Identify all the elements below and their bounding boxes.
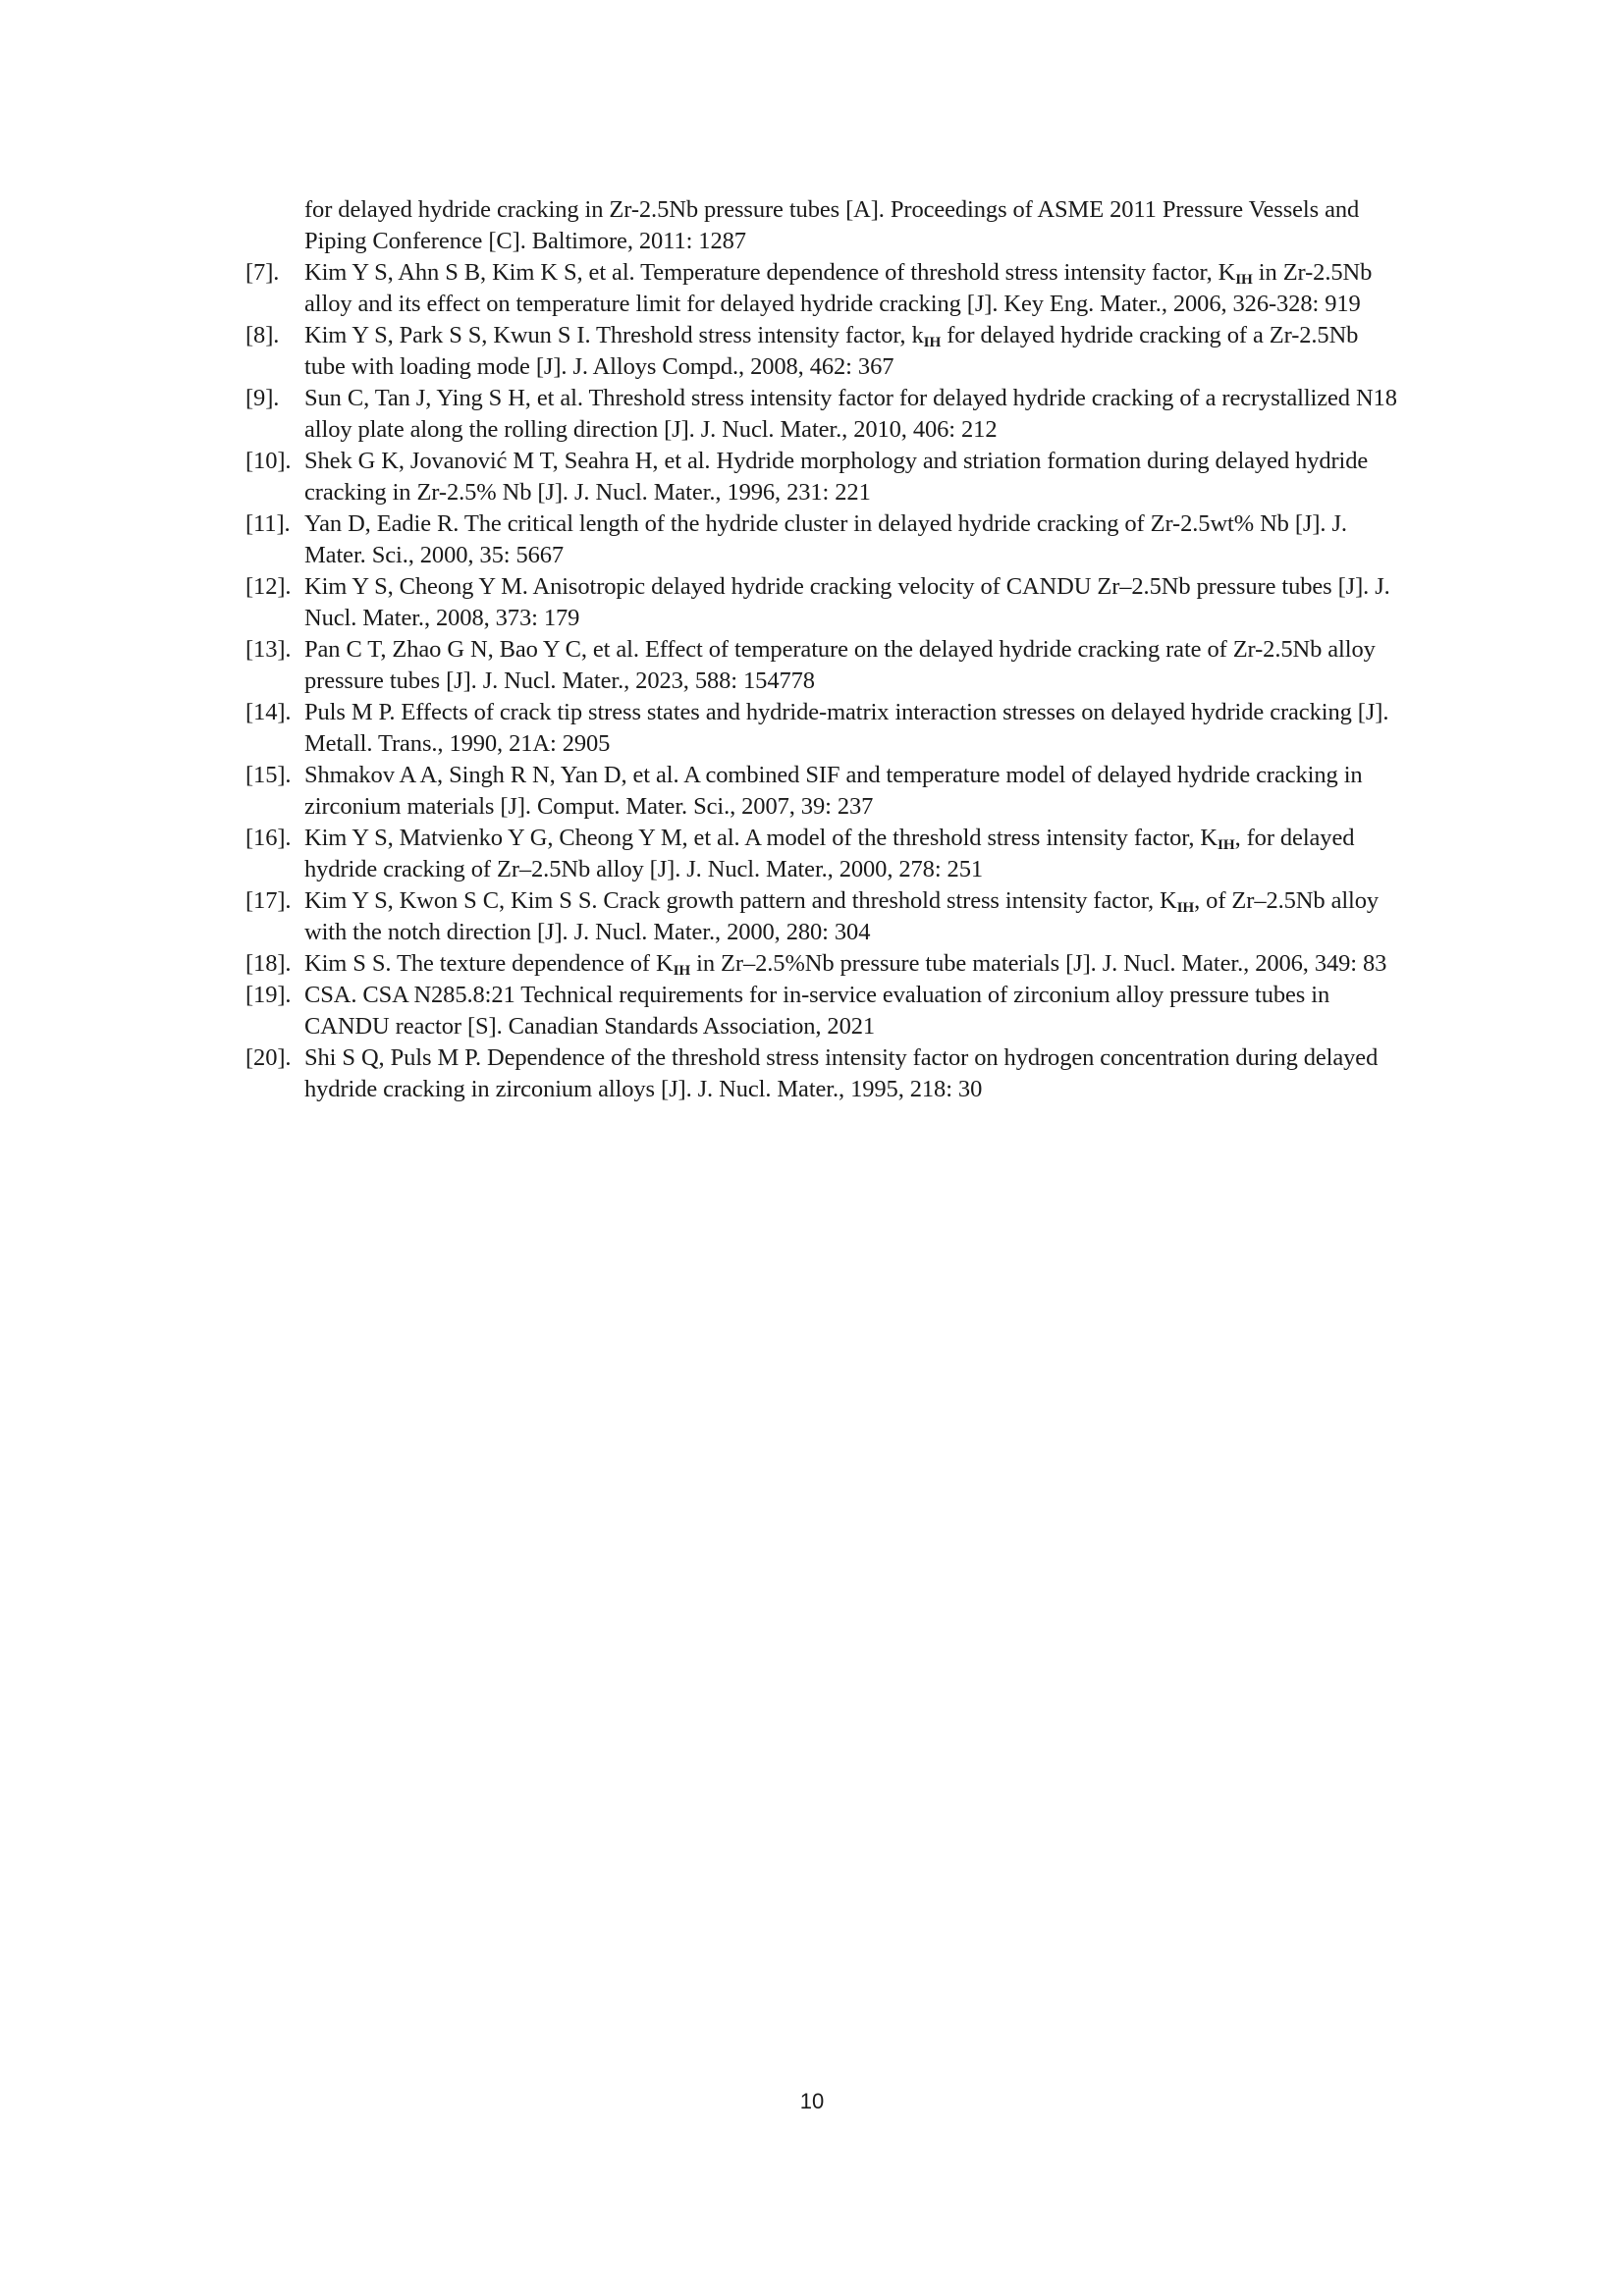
reference-item-19 [245,980,1404,1042]
reference-text: Kim Y S, Cheong Y M. Anisotropic delayed hydride cracking velocity of CANDU Zr–2.5Nb pressure tubes [J]. J. Nucl. Mater., 2008, 373: 179 [304,573,1390,631]
reference-number: [8]. [245,322,280,348]
reference-item-11 [245,508,1404,571]
reference-text: CSA. CSA N285.8:21 Technical requirements for in-service evaluation of zirconium alloy pressure tubes in CANDU reactor [S]. Canadian Standards Association, 2021 [304,982,1330,1040]
subscript-ih: IH [673,961,691,979]
reference-number: [17]. [245,887,292,914]
reference-text-part: Kim Y S, Kwon S C, Kim S S. Crack growth pattern and threshold stress intensity factor, K [304,887,1177,914]
reference-text: Puls M P. Effects of crack tip stress states and hydride-matrix interaction stresses on delayed hydride cracking [J]. Metall. Trans., 1990, 21A: 2905 [304,699,1389,757]
reference-number: [12]. [245,573,292,600]
reference-text [304,885,1404,948]
reference-number: [14]. [245,699,292,725]
reference-number: [18]. [245,950,292,977]
reference-list [245,194,1404,1105]
reference-text [304,257,1404,320]
reference-text-part: Kim Y S, Park S S, Kwun S I. Threshold stress intensity factor, k [304,322,924,348]
reference-text-part: , of Zr–2.5Nb alloy with the notch direction [J]. J. Nucl. Mater., 2000, 280: 304 [304,887,1380,945]
reference-number: [20]. [245,1044,292,1071]
page-number: 10 [799,2089,825,2113]
reference-text: Shmakov A A, Singh R N, Yan D, et al. A combined SIF and temperature model of delayed hydride cracking in zirconium materials [J]. Comput. Mater. Sci., 2007, 39: 237 [304,762,1363,820]
reference-number: [9]. [245,385,280,411]
reference-item-6-continued [245,194,1404,257]
reference-item-13 [245,634,1404,697]
subscript-ih: IH [923,333,942,350]
reference-item-9 [245,383,1404,446]
reference-text [304,320,1404,383]
reference-text: for delayed hydride cracking in Zr-2.5Nb pressure tubes [A]. Proceedings of ASME 2011 Pressure Vessels and Piping Conference [C]. Baltimore, 2011: 1287 [304,196,1360,254]
reference-text: Shek G K, Jovanović M T, Seahra H, et al. Hydride morphology and striation formation during delayed hydride cracking in Zr-2.5% Nb [J]. J. Nucl. Mater., 1996, 231: 221 [304,448,1369,506]
reference-text-part: in Zr–2.5%Nb pressure tube materials [J]. J. Nucl. Mater., 2006, 349: 83 [690,950,1387,977]
reference-number: [19]. [245,982,292,1008]
reference-text-part: , for delayed hydride cracking of Zr–2.5Nb alloy [J]. J. Nucl. Mater., 2000, 278: 251 [304,825,1355,882]
reference-text: Yan D, Eadie R. The critical length of the hydride cluster in delayed hydride cracking of Zr-2.5wt% Nb [J]. J. Mater. Sci., 2000, 35: 5667 [304,510,1347,568]
reference-number: [13]. [245,636,292,663]
reference-text-part: Kim S S. The texture dependence of K [304,950,674,977]
reference-item-14 [245,697,1404,760]
reference-text-part: in Zr-2.5Nb alloy and its effect on temperature limit for delayed hydride cracking [J]. Key Eng. Mater., 2006, 326-328: 919 [304,259,1373,317]
reference-item-20 [245,1042,1404,1105]
reference-number: [11]. [245,510,291,537]
reference-item-10 [245,446,1404,508]
reference-number: [16]. [245,825,292,851]
reference-number: [7]. [245,259,280,286]
reference-item-12 [245,571,1404,634]
reference-text: Sun C, Tan J, Ying S H, et al. Threshold stress intensity factor for delayed hydride cracking of a recrystallized N18 alloy plate along the rolling direction [J]. J. Nucl. Mater., 2010, 406: 212 [304,385,1397,443]
reference-text-part: for delayed hydride cracking of a Zr-2.5Nb tube with loading mode [J]. J. Alloys Compd., 2008, 462: 367 [304,322,1359,380]
reference-text-part: Kim Y S, Ahn S B, Kim K S, et al. Temperature dependence of threshold stress intensity factor, K [304,259,1236,286]
reference-text [304,948,1404,980]
reference-item-7 [245,257,1404,320]
reference-text-part: Kim Y S, Matvienko Y G, Cheong Y M, et al. A model of the threshold stress intensity factor, K [304,825,1218,851]
reference-item-17 [245,885,1404,948]
reference-item-16 [245,823,1404,885]
subscript-ih: IH [1176,898,1195,916]
reference-text: Pan C T, Zhao G N, Bao Y C, et al. Effect of temperature on the delayed hydride cracking rate of Zr-2.5Nb alloy pressure tubes [J]. J. Nucl. Mater., 2023, 588: 154778 [304,636,1376,694]
subscript-ih: IH [1218,835,1235,853]
reference-item-15 [245,760,1404,823]
reference-number: [10]. [245,448,292,474]
reference-number: [15]. [245,762,292,788]
reference-text: Shi S Q, Puls M P. Dependence of the threshold stress intensity factor on hydrogen concentration during delayed hydride cracking in zirconium alloys [J]. J. Nucl. Mater., 1995, 218: 30 [304,1044,1379,1102]
reference-text [304,823,1404,885]
reference-item-8 [245,320,1404,383]
reference-item-18 [245,948,1404,980]
subscript-ih: IH [1235,270,1253,288]
